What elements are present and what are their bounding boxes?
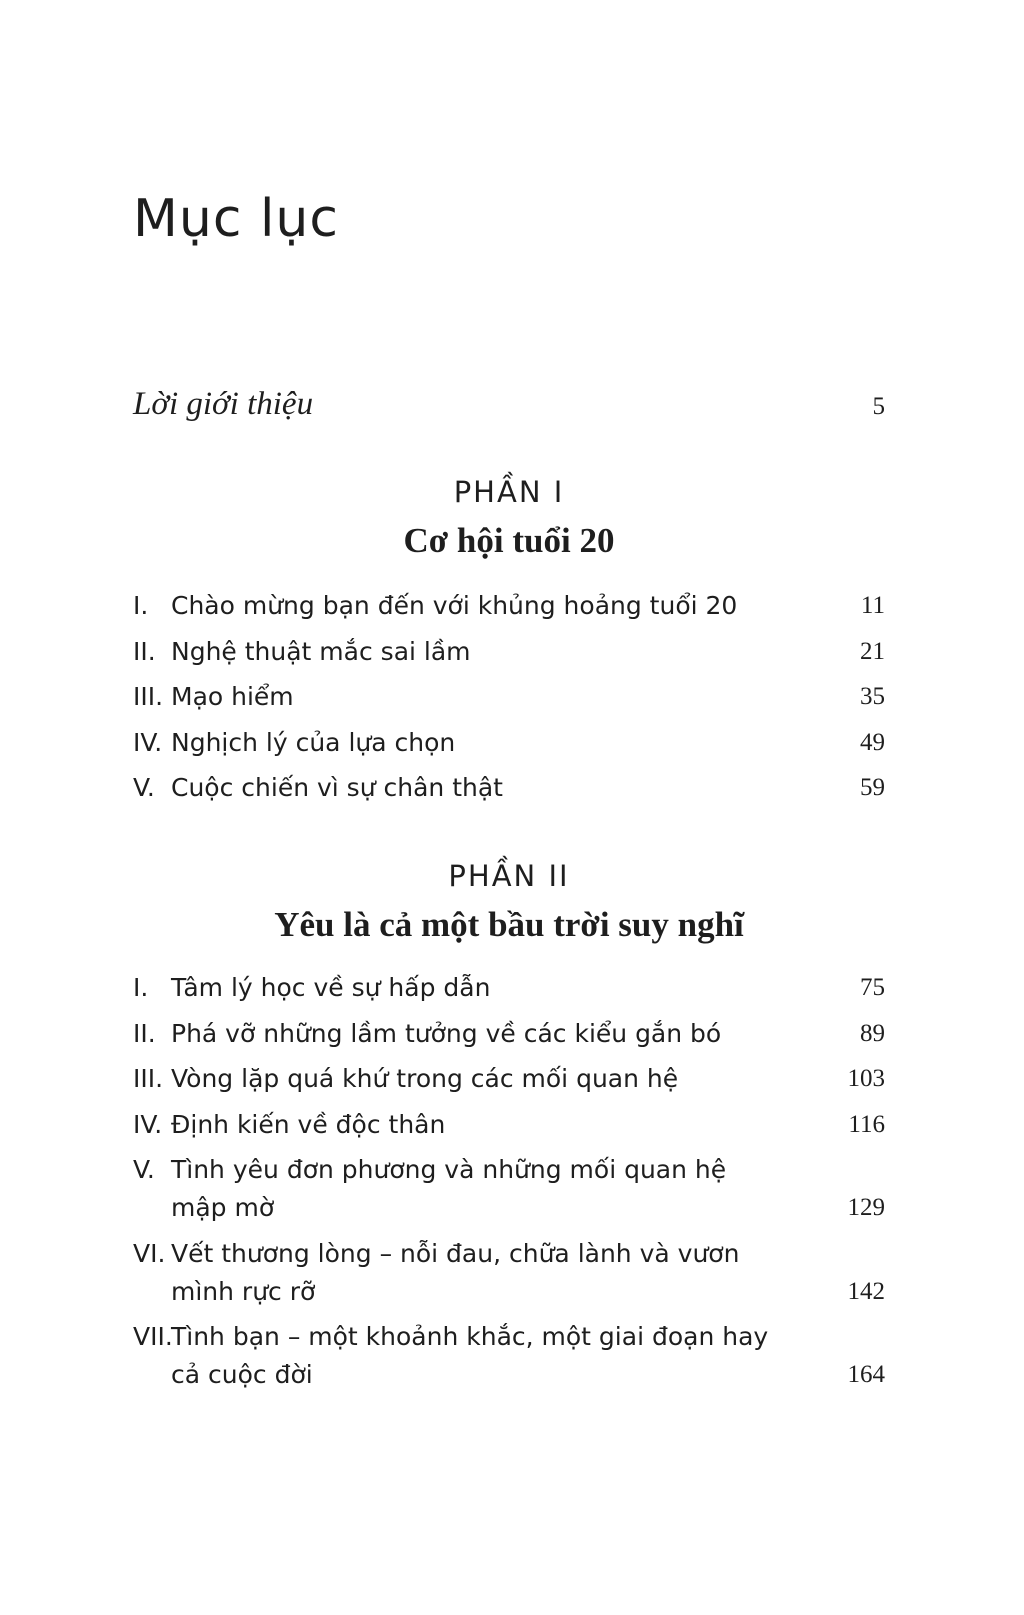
entry-page-number: 103 <box>847 1065 885 1092</box>
entry-title: Vòng lặp quá khứ trong các mối quan hệ <box>171 1064 679 1093</box>
toc-entry[interactable] <box>133 769 885 807</box>
entry-page-number: 59 <box>860 774 885 801</box>
entry-page-number: 21 <box>860 637 885 665</box>
entry-numeral: II. <box>133 636 156 666</box>
entry-page-number: 142 <box>847 1277 885 1305</box>
part-2-label: PHẦN II <box>448 859 570 893</box>
entry-page-number: 129 <box>847 1194 885 1221</box>
toc-entry[interactable] <box>133 1318 885 1394</box>
page-title: Mục lục <box>133 189 339 249</box>
entry-title: Phá vỡ những lầm tưởng về các kiểu gắn bó <box>171 1018 722 1048</box>
toc-entry[interactable] <box>133 724 885 762</box>
entry-title: Nghịch lý của lựa chọn <box>171 727 456 757</box>
entry-page-number: 89 <box>860 1019 885 1047</box>
intro-label: Lời giới thiệu <box>133 386 314 422</box>
toc-entry[interactable] <box>133 1151 885 1227</box>
entry-numeral: V. <box>133 773 155 802</box>
intro-page-number: 5 <box>872 393 885 420</box>
part-1-label: PHẦN I <box>453 475 565 509</box>
entry-numeral: III. <box>133 682 164 711</box>
entry-page-number: 164 <box>847 1361 885 1388</box>
entry-title: Tâm lý học về sự hấp dẫn <box>171 973 491 1002</box>
part-1-entries <box>133 587 885 815</box>
entry-title: Cuộc chiến vì sự chân thật <box>171 773 503 802</box>
entry-numeral: II. <box>133 1018 156 1048</box>
toc-entry[interactable] <box>133 1106 885 1144</box>
entry-numeral: III. <box>133 1064 164 1093</box>
part-2-title: Yêu là cả một bầu trời suy nghĩ <box>274 905 744 944</box>
entry-numeral: I. <box>133 973 149 1002</box>
toc-entry[interactable] <box>133 1060 885 1098</box>
entry-page-number: 49 <box>860 728 885 756</box>
entry-page-number: 116 <box>848 1110 885 1138</box>
entry-title: Định kiến về độc thân <box>171 1109 446 1139</box>
entry-title: Vết thương lòng – nỗi đau, chữa lành và vươn mình rực rỡ <box>171 1238 740 1306</box>
entry-numeral: I. <box>133 591 149 620</box>
toc-entry[interactable] <box>133 633 885 671</box>
entry-page-number: 11 <box>860 592 885 619</box>
entry-page-number: 75 <box>860 974 885 1001</box>
part-2-entries <box>133 969 885 1402</box>
entry-page-number: 35 <box>860 683 885 710</box>
entry-numeral: V. <box>133 1155 155 1184</box>
entry-title: Chào mừng bạn đến với khủng hoảng tuổi 20 <box>171 591 738 620</box>
entry-title: Tình bạn – một khoảnh khắc, một giai đoạn hay cả cuộc đời <box>171 1322 769 1389</box>
intro-entry[interactable] <box>133 386 885 423</box>
entry-numeral: IV. <box>133 727 163 757</box>
toc-entry[interactable] <box>133 678 885 716</box>
entry-numeral: VII. <box>133 1322 173 1351</box>
entry-numeral: VI. <box>133 1238 166 1268</box>
toc-entry[interactable] <box>133 969 885 1007</box>
entry-numeral: IV. <box>133 1109 163 1139</box>
entry-title: Mạo hiểm <box>171 682 294 711</box>
toc-entry[interactable] <box>133 1015 885 1053</box>
entry-title: Tình yêu đơn phương và những mối quan hệ mập mờ <box>171 1155 727 1222</box>
toc-entry[interactable] <box>133 1235 885 1311</box>
entry-title: Nghệ thuật mắc sai lầm <box>171 636 471 666</box>
toc-entry[interactable] <box>133 587 885 625</box>
part-1-title: Cơ hội tuổi 20 <box>403 521 615 560</box>
